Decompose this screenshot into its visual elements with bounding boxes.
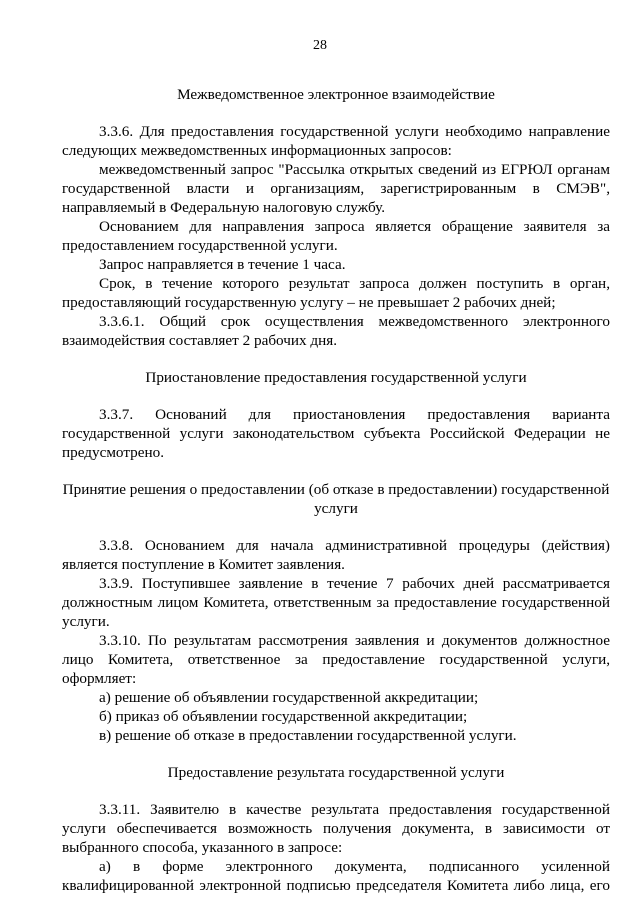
section-suspension <box>62 368 610 462</box>
list-item: а) решение об объявлении государственной аккредитации; <box>99 689 479 706</box>
paragraph: 3.3.6. Для предоставления государственной услуги необходимо направление следующих межведомственных информационных запросов: <box>62 123 610 159</box>
list-item: б) приказ об объявлении государственной аккредитации; <box>99 708 468 725</box>
section-interagency-interaction <box>62 85 610 350</box>
paragraph: 3.3.9. Поступившее заявление в течение 7 рабочих дней рассматривается должностным лицом Комитета, ответственным за предоставление государственной услуги. <box>62 575 610 630</box>
paragraph: 3.3.6.1. Общий срок осуществления межведомственного электронного взаимодействия составляет 2 рабочих дня. <box>62 313 610 349</box>
page-number: 28 <box>313 38 327 53</box>
section-decision <box>62 480 610 745</box>
paragraph: 3.3.11. Заявителю в качестве результата предоставления государственной услуги обеспечивается возможность получения документа, в зависимости от выбранного способа, указанного в запросе: <box>62 801 610 856</box>
paragraph: 3.3.10. По результатам рассмотрения заявления и документов должностное лицо Комитета, ответственное за предоставление государственной услуги, оформляет: <box>62 632 610 687</box>
section-heading: Принятие решения о предоставлении (об отказе в предоставлении) государственной услуги <box>62 481 610 517</box>
section-heading: Межведомственное электронное взаимодействие <box>177 86 495 103</box>
list-item: в) решение об отказе в предоставлении государственной услуги. <box>99 727 517 744</box>
section-heading: Приостановление предоставления государственной услуги <box>145 369 527 386</box>
document-body <box>62 85 610 895</box>
paragraph: Основанием для направления запроса является обращение заявителя за предоставлением государственной услуги. <box>62 218 610 254</box>
section-result-delivery <box>62 763 610 895</box>
paragraph: 3.3.7. Оснований для приостановления предоставления варианта государственной услуги законодательством субъекта Российской Федерации не предусмотрено. <box>62 406 610 461</box>
paragraph: 3.3.8. Основанием для начала административной процедуры (действия) является поступление в Комитет заявления. <box>62 537 610 573</box>
paragraph: Запрос направляется в течение 1 часа. <box>99 256 346 273</box>
paragraph: межведомственный запрос "Рассылка открытых сведений из ЕГРЮЛ органам государственной власти и организациям, зарегистрированным в СМЭВ", направляемый в Федеральную налоговую службу. <box>62 161 610 216</box>
paragraph: Срок, в течение которого результат запроса должен поступить в орган, предоставляющий государственную услугу – не превышает 2 рабочих дней; <box>62 275 610 311</box>
section-heading: Предоставление результата государственной услуги <box>167 764 505 781</box>
list-item: а) в форме электронного документа, подписанного усиленной квалифицированной электронной подписью председателя Комитета либо лица, его <box>62 858 610 894</box>
